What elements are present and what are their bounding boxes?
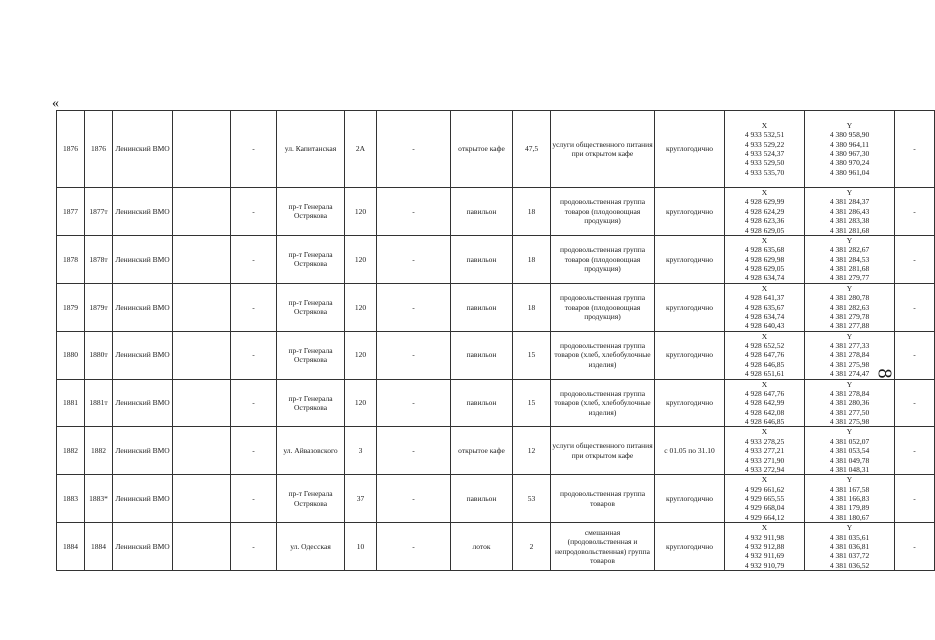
axis-label-y: Y [846,120,853,130]
coordinate-value: 4 381 180,67 [829,512,870,522]
open-quote-mark: « [52,96,59,111]
district: Ленинский ВМО [113,523,173,571]
empty-cell [173,379,231,427]
coordinate-value: 4 381 277,88 [829,321,870,331]
area: 18 [513,235,551,283]
district: Ленинский ВМО [113,235,173,283]
coordinate-value: 4 933 272,94 [744,464,785,474]
coordinates-y [805,235,895,283]
page-number: 8 [873,368,896,379]
area: 12 [513,427,551,475]
note-cell: - [895,283,935,331]
coordinate-value: 4 380 967,30 [829,149,870,158]
coordinate-value: 4 381 035,61 [829,532,870,542]
coordinate-value: 4 381 278,84 [829,388,870,398]
coordinate-value: 4 933 271,90 [744,455,785,465]
table-row [57,523,935,571]
coordinate-value: 4 381 280,36 [829,398,870,408]
coordinate-value: 4 381 179,89 [829,503,870,513]
coordinate-value: 4 928 652,52 [744,341,785,350]
empty-cell [173,523,231,571]
object-type: павильон [451,379,513,427]
coordinate-value: 4 381 278,84 [829,350,870,360]
coordinate-value: 4 933 532,51 [744,130,785,140]
coordinate-value: 4 381 052,07 [829,436,870,446]
coordinates-x [725,379,805,427]
table-row [57,379,935,427]
coordinate-value: 4 381 167,58 [829,484,870,494]
house-number: 37 [345,475,377,523]
object-type: лоток [451,523,513,571]
operating-period: круглогодично [655,283,725,331]
district: Ленинский ВМО [113,475,173,523]
coordinates-y [805,475,895,523]
specialization: продовольственная группа товаров [551,475,655,523]
coordinate-value: 4 928 647,76 [744,388,785,398]
axis-label-x: X [761,188,768,197]
coordinate-value: 4 928 647,76 [744,350,785,360]
empty-cell [173,331,231,379]
coordinate-value: 4 381 037,72 [829,551,870,561]
coordinate-value: 4 381 277,50 [829,407,870,417]
axis-label-y: Y [846,427,853,437]
coordinate-value: 4 933 277,21 [744,446,785,456]
house-number: 120 [345,379,377,427]
coordinate-value: 4 928 641,37 [744,293,785,303]
note-cell: - [895,331,935,379]
placement-code: 1876 [85,111,113,188]
empty-cell [173,235,231,283]
axis-label-y: Y [846,235,853,245]
object-type: павильон [451,283,513,331]
axis-label-x: X [761,523,768,533]
coordinates-x [725,283,805,331]
row-number: 1880 [57,331,85,379]
axis-label-x: X [761,120,768,130]
row-number: 1876 [57,111,85,188]
coordinates-x [725,188,805,236]
row-number: 1883 [57,475,85,523]
coordinate-value: 4 928 651,61 [744,369,785,379]
house-number: 120 [345,283,377,331]
note-cell: - [895,523,935,571]
empty-cell [173,475,231,523]
table-row [57,235,935,283]
placement-code: 1879т [85,283,113,331]
row-number: 1881 [57,379,85,427]
street: ул. Одесская [277,523,345,571]
house-number: 10 [345,523,377,571]
operating-period: круглогодично [655,235,725,283]
coordinate-value: 4 381 282,63 [829,302,870,312]
coordinate-value: 4 928 635,67 [744,302,785,312]
specialization: смешанная (продовольственная и непродовольственная) группа товаров [551,523,655,571]
object-type: открытое кафе [451,427,513,475]
coordinate-value: 4 381 048,31 [829,464,870,474]
row-number: 1877 [57,188,85,236]
empty-cell [173,283,231,331]
coordinate-value: 4 928 634,74 [744,311,785,321]
coordinate-value: 4 929 664,12 [744,512,785,522]
coordinate-value: 4 928 642,08 [744,407,785,417]
coordinate-value: 4 928 629,98 [744,254,785,264]
area: 2 [513,523,551,571]
operating-period: круглогодично [655,379,725,427]
district: Ленинский ВМО [113,111,173,188]
placement-code: 1883* [85,475,113,523]
axis-label-x: X [761,475,768,485]
area: 15 [513,379,551,427]
coordinate-value: 4 928 629,05 [744,225,785,235]
coordinate-value: 4 932 912,88 [744,541,785,551]
coordinate-value: 4 381 279,77 [829,273,870,283]
note-cell: - [895,111,935,188]
coordinate-value: 4 381 275,98 [829,359,870,369]
dash-cell: - [231,475,277,523]
coordinate-value: 4 928 640,43 [744,321,785,331]
placement-code: 1878т [85,235,113,283]
operating-period: круглогодично [655,188,725,236]
street: пр-т Генерала Острякова [277,475,345,523]
coordinates-x [725,475,805,523]
coordinate-value: 4 381 284,53 [829,254,870,264]
table-row [57,475,935,523]
coordinate-value: 4 381 049,78 [829,455,870,465]
coordinate-value: 4 380 970,24 [829,158,870,168]
area: 18 [513,188,551,236]
coordinates-y [805,427,895,475]
dash-cell: - [231,427,277,475]
dash-cell: - [231,379,277,427]
operating-period: с 01.05 по 31.10 [655,427,725,475]
street: пр-т Генерала Острякова [277,188,345,236]
axis-label-y: Y [846,379,853,389]
coordinate-value: 4 381 281,68 [829,225,870,235]
dash-cell: - [231,283,277,331]
note-cell: - [895,379,935,427]
coordinate-value: 4 929 661,62 [744,484,785,494]
coordinate-value: 4 928 646,85 [744,359,785,369]
specialization: продовольственная группа товаров (плодоовощная продукция) [551,235,655,283]
coordinate-value: 4 933 529,22 [744,139,785,149]
coordinate-value: 4 933 524,37 [744,149,785,158]
placement-code: 1881т [85,379,113,427]
area: 18 [513,283,551,331]
district: Ленинский ВМО [113,331,173,379]
coordinate-value: 4 928 629,99 [744,197,785,207]
object-type: павильон [451,235,513,283]
coordinate-value: 4 928 646,85 [744,417,785,426]
coordinates-x [725,331,805,379]
coordinates-y [805,379,895,427]
registry-table [56,110,935,571]
coordinates-y [805,523,895,571]
placement-code: 1884 [85,523,113,571]
axis-label-y: Y [846,188,853,197]
specialization: продовольственная группа товаров (плодоовощная продукция) [551,283,655,331]
coordinate-value: 4 932 911,98 [744,532,785,542]
coordinate-value: 4 932 911,69 [744,551,785,561]
coordinate-value: 4 932 910,79 [744,560,785,570]
coordinate-value: 4 928 634,74 [744,273,785,283]
coordinate-value: 4 381 286,43 [829,206,870,216]
district: Ленинский ВМО [113,188,173,236]
axis-label-x: X [761,427,768,437]
coordinate-value: 4 381 280,78 [829,293,870,303]
row-number: 1879 [57,283,85,331]
object-type: открытое кафе [451,111,513,188]
operating-period: круглогодично [655,111,725,188]
coordinate-value: 4 381 283,38 [829,216,870,226]
coordinates-y [805,188,895,236]
operating-period: круглогодично [655,331,725,379]
row-number: 1878 [57,235,85,283]
dash-cell: - [377,188,451,236]
district: Ленинский ВМО [113,283,173,331]
coordinate-value: 4 928 629,05 [744,264,785,273]
coordinate-value: 4 933 529,50 [744,158,785,168]
dash-cell: - [377,475,451,523]
dash-cell: - [377,427,451,475]
street: пр-т Генерала Острякова [277,283,345,331]
area: 53 [513,475,551,523]
coordinate-value: 4 381 053,54 [829,446,870,456]
coordinate-value: 4 928 635,68 [744,245,785,255]
coordinates-x [725,427,805,475]
coordinate-value: 4 381 277,33 [829,341,870,350]
table-row [57,111,935,188]
area: 47,5 [513,111,551,188]
coordinate-value: 4 933 535,70 [744,167,785,177]
table-row [57,427,935,475]
street: пр-т Генерала Острякова [277,235,345,283]
street: ул. Капитанская [277,111,345,188]
axis-label-x: X [761,283,768,293]
coordinate-value: 4 380 958,90 [829,130,870,140]
coordinates-x [725,235,805,283]
coordinate-value: 4 928 623,36 [744,216,785,226]
empty-cell [173,188,231,236]
district: Ленинский ВМО [113,427,173,475]
axis-label-y: Y [846,523,853,533]
dash-cell: - [231,111,277,188]
coordinate-value: 4 381 036,52 [829,560,870,570]
operating-period: круглогодично [655,523,725,571]
axis-label-x: X [761,379,768,389]
house-number: 120 [345,331,377,379]
dash-cell: - [231,523,277,571]
axis-label-y: Y [846,283,853,293]
coordinate-value: 4 381 284,37 [829,197,870,207]
axis-label-y: Y [846,475,853,485]
coordinate-value: 4 381 275,98 [829,417,870,426]
coordinates-x [725,111,805,188]
coordinate-value: 4 381 036,81 [829,541,870,551]
dash-cell: - [377,111,451,188]
specialization: продовольственная группа товаров (хлеб, хлебобулочные изделия) [551,331,655,379]
coordinates-y [805,283,895,331]
coordinate-value: 4 928 642,99 [744,398,785,408]
dash-cell: - [377,235,451,283]
axis-label-x: X [761,331,768,341]
coordinate-value: 4 381 274,47 [829,369,870,379]
dash-cell: - [231,235,277,283]
note-cell: - [895,427,935,475]
object-type: павильон [451,475,513,523]
table-row [57,331,935,379]
table-row [57,283,935,331]
house-number: 3 [345,427,377,475]
house-number: 120 [345,188,377,236]
object-type: павильон [451,331,513,379]
empty-cell [173,427,231,475]
row-number: 1884 [57,523,85,571]
placement-code: 1882 [85,427,113,475]
house-number: 120 [345,235,377,283]
coordinate-value: 4 929 668,04 [744,503,785,513]
dash-cell: - [377,523,451,571]
district: Ленинский ВМО [113,379,173,427]
dash-cell: - [231,331,277,379]
specialization: услуги общественного питания при открытом кафе [551,427,655,475]
coordinates-x [725,523,805,571]
note-cell: - [895,475,935,523]
street: пр-т Генерала Острякова [277,379,345,427]
dash-cell: - [377,331,451,379]
street: пр-т Генерала Острякова [277,331,345,379]
coordinate-value: 4 929 665,55 [744,494,785,503]
coordinate-value: 4 380 961,04 [829,167,870,177]
operating-period: круглогодично [655,475,725,523]
coordinate-value: 4 381 166,83 [829,494,870,503]
area: 15 [513,331,551,379]
dash-cell: - [377,379,451,427]
coordinate-value: 4 381 281,68 [829,264,870,273]
specialization: услуги общественного питания при открытом кафе [551,111,655,188]
coordinate-value: 4 381 279,78 [829,311,870,321]
empty-cell [173,111,231,188]
axis-label-y: Y [846,331,853,341]
note-cell: - [895,188,935,236]
street: ул. Айвазовского [277,427,345,475]
placement-code: 1880т [85,331,113,379]
placement-code: 1877т [85,188,113,236]
note-cell: - [895,235,935,283]
specialization: продовольственная группа товаров (хлеб, хлебобулочные изделия) [551,379,655,427]
axis-label-x: X [761,235,768,245]
object-type: павильон [451,188,513,236]
specialization: продовольственная группа товаров (плодоовощная продукция) [551,188,655,236]
row-number: 1882 [57,427,85,475]
coordinate-value: 4 381 282,67 [829,245,870,255]
dash-cell: - [231,188,277,236]
coordinate-value: 4 933 278,25 [744,436,785,446]
coordinate-value: 4 380 964,11 [829,139,870,149]
dash-cell: - [377,283,451,331]
table-row [57,188,935,236]
coordinates-y [805,111,895,188]
house-number: 2А [345,111,377,188]
coordinate-value: 4 928 624,29 [744,206,785,216]
